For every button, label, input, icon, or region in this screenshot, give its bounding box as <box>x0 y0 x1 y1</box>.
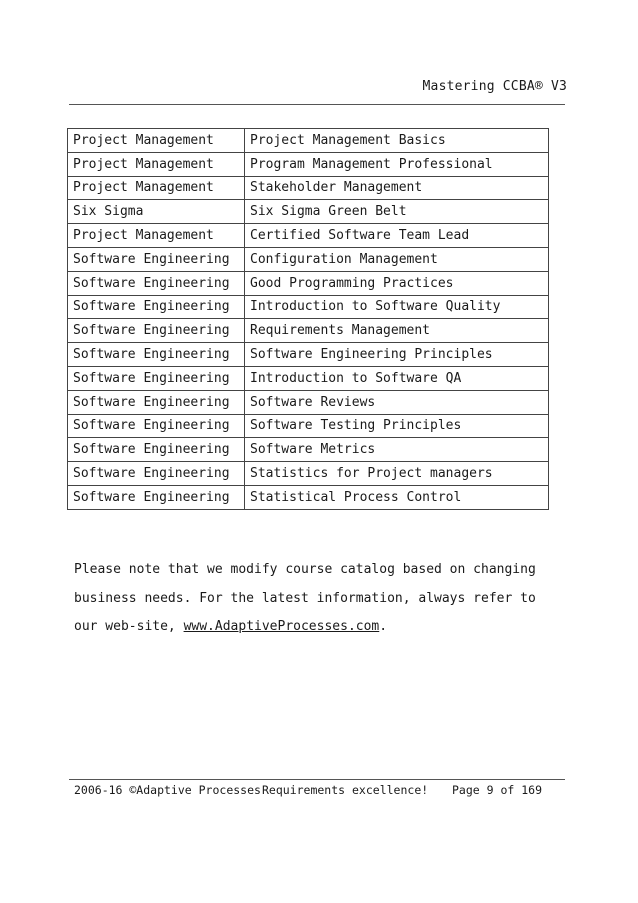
course-category-cell: Software Engineering <box>68 343 245 367</box>
table-row <box>68 224 549 248</box>
course-category-cell: Software Engineering <box>68 414 245 438</box>
table-row <box>68 200 549 224</box>
table-row <box>68 462 549 486</box>
table-row <box>68 390 549 414</box>
course-category-cell: Software Engineering <box>68 485 245 509</box>
table-row <box>68 247 549 271</box>
catalog-note <box>74 556 554 642</box>
course-catalog-table <box>67 128 549 510</box>
document-header-title: Mastering CCBA® V3 <box>422 79 567 94</box>
table-row <box>68 343 549 367</box>
course-category-cell: Project Management <box>68 129 245 153</box>
course-catalog-body <box>68 129 549 510</box>
course-category-cell: Six Sigma <box>68 200 245 224</box>
table-row <box>68 366 549 390</box>
course-category-cell: Software Engineering <box>68 462 245 486</box>
course-category-cell: Software Engineering <box>68 366 245 390</box>
footer-page-number: Page 9 of 169 <box>452 783 543 797</box>
table-row <box>68 176 549 200</box>
course-name-cell: Software Engineering Principles <box>245 343 549 367</box>
course-name-cell: Program Management Professional <box>245 152 549 176</box>
course-name-cell: Introduction to Software Quality <box>245 295 549 319</box>
course-category-cell: Software Engineering <box>68 247 245 271</box>
table-row <box>68 438 549 462</box>
catalog-note-text: Please note that we modify course catalog based on changing business needs. For the latest information, always refer to our web-site, <box>74 562 536 634</box>
course-name-cell: Stakeholder Management <box>245 176 549 200</box>
table-row <box>68 319 549 343</box>
course-name-cell: Certified Software Team Lead <box>245 224 549 248</box>
course-name-cell: Project Management Basics <box>245 129 549 153</box>
course-category-cell: Project Management <box>68 176 245 200</box>
course-name-cell: Six Sigma Green Belt <box>245 200 549 224</box>
footer-tagline: Requirements excellence! <box>262 783 429 797</box>
course-category-cell: Software Engineering <box>68 295 245 319</box>
table-row <box>68 485 549 509</box>
course-category-cell: Project Management <box>68 152 245 176</box>
course-category-cell: Software Engineering <box>68 390 245 414</box>
course-name-cell: Configuration Management <box>245 247 549 271</box>
table-row <box>68 295 549 319</box>
course-name-cell: Statistical Process Control <box>245 485 549 509</box>
course-name-cell: Software Testing Principles <box>245 414 549 438</box>
course-name-cell: Introduction to Software QA <box>245 366 549 390</box>
header-divider <box>69 104 565 105</box>
course-category-cell: Software Engineering <box>68 438 245 462</box>
footer-divider <box>69 779 565 780</box>
course-name-cell: Software Metrics <box>245 438 549 462</box>
course-category-cell: Software Engineering <box>68 271 245 295</box>
table-row <box>68 129 549 153</box>
course-name-cell: Statistics for Project managers <box>245 462 549 486</box>
website-link[interactable]: www.AdaptiveProcesses.com <box>183 619 380 634</box>
course-name-cell: Software Reviews <box>245 390 549 414</box>
table-row <box>68 414 549 438</box>
course-name-cell: Good Programming Practices <box>245 271 549 295</box>
table-row <box>68 271 549 295</box>
course-category-cell: Project Management <box>68 224 245 248</box>
footer-copyright: 2006-16 ©Adaptive Processes <box>74 783 261 797</box>
course-name-cell: Requirements Management <box>245 319 549 343</box>
table-row <box>68 152 549 176</box>
course-category-cell: Software Engineering <box>68 319 245 343</box>
catalog-note-suffix: . <box>379 619 388 634</box>
